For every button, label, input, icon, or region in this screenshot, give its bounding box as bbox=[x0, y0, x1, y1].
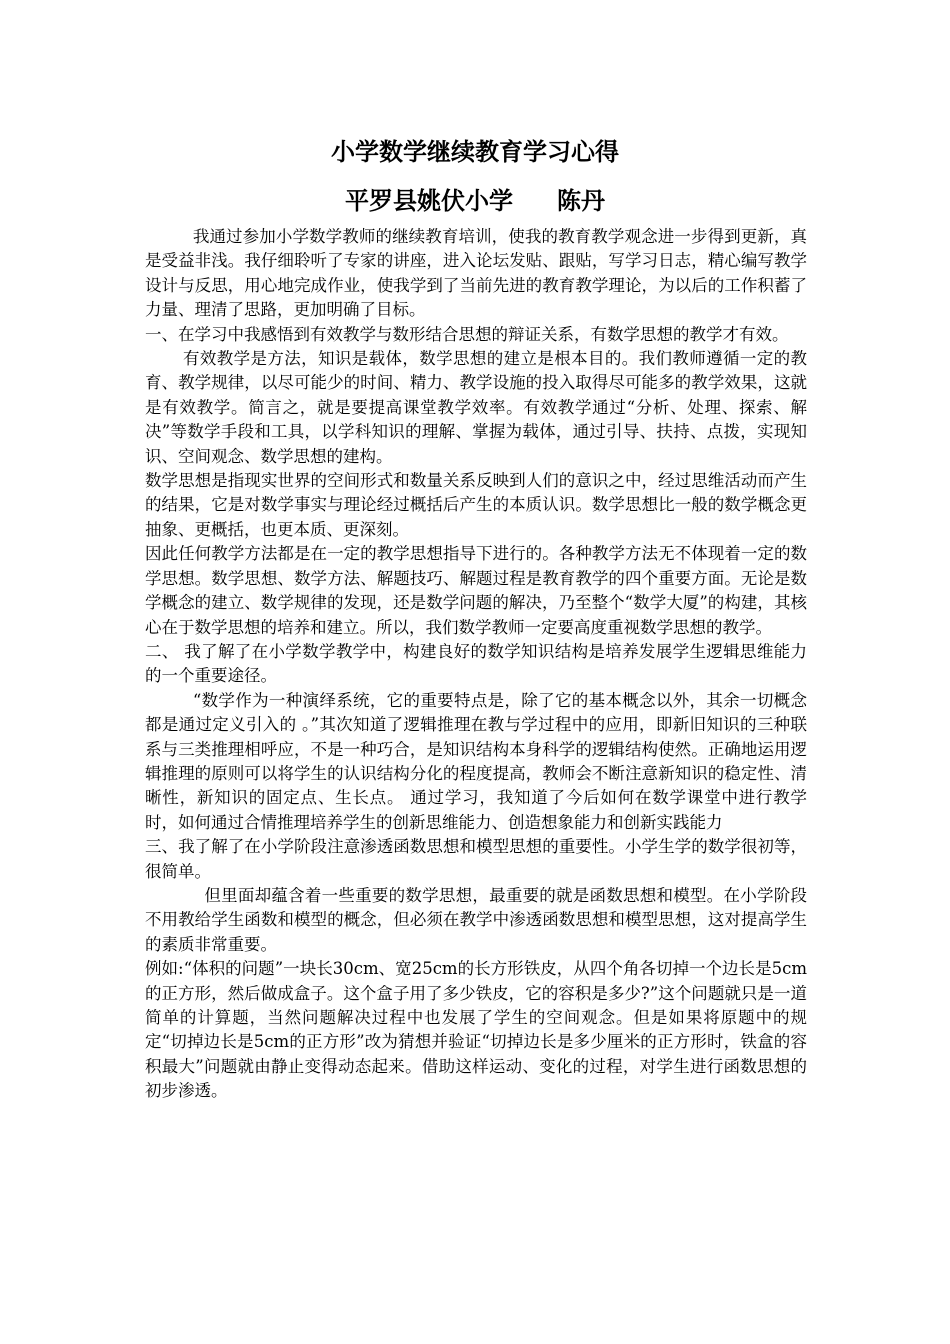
paragraph-intro: 我通过参加小学数学教师的继续教育培训，使我的教育教学观念进一步得到更新，真是受益非浅。我仔细聆听了专家的讲座，进入论坛发贴、跟贴，写学习日志，精心编写教学设计与反思，用心地完成作业，使我学到了当前先进的教育教学理论，为以后的工作积蓄了力量、理清了思路，更加明确了目标。 bbox=[145, 227, 807, 320]
author-school: 平罗县姚伏小学 bbox=[345, 187, 513, 215]
section-heading-1: 一、在学习中我感悟到有效教学与数形结合思想的辩证关系，有数学思想的教学才有效。 bbox=[145, 324, 789, 344]
paragraph-math-thinking: 数学思想是指现实世界的空间形式和数量关系反映到人们的意识之中，经过思维活动而产生的结果，它是对数学事实与理论经过概括后产生的本质认识。数学思想比一般的数学概念更抽象、更概括，也更本质、更深刻。 bbox=[145, 471, 807, 539]
paragraph-teaching-methods: 因此任何教学方法都是在一定的教学思想指导下进行的。各种教学方法无不体现着一定的数学思想。数学思想、数学方法、解题技巧、解题过程是教育教学的四个重要方面。无论是数学概念的建立、数学规律的发现，还是数学问题的解决，乃至整个“数学大厦”的构建，其核心在于数学思想的培养和建立。所以，我们数学教师一定要高度重视数学思想的教学。 bbox=[145, 544, 807, 637]
paragraph-example: 例如:“体积的问题”一块长30cm、宽25cm的长方形铁皮，从四个角各切掉一个边长是5cm的正方形，然后做成盒子。这个盒子用了多少铁皮，它的容积是多少?”这个问题就只是一道简单的计算题，当然问题解决过程中也发展了学生的空间观念。但是如果将原题中的规定“切掉边长是5cm的正方形”改为猜想并验证“切掉边长是多少厘米的正方形时，铁盒的容积最大”问题就由静止变得动态起来。借助这样运动、变化的过程，对学生进行函数思想的初步渗透。 bbox=[145, 959, 807, 1101]
paragraph-effective-teaching: 有效教学是方法，知识是载体，数学思想的建立是根本目的。我们教师遵循一定的教育、教学规律，以尽可能少的时间、精力、教学设施的投入取得尽可能多的教学效果，这就是有效教学。简言之，就是要提高课堂教学效率。有效教学通过“分析、处理、探索、解决”等数学手段和工具，以学科知识的理解、掌握为载体，通过引导、扶持、点拨，实现知识、空间观念、数学思想的建构。 bbox=[145, 349, 807, 466]
paragraph-function-model: 但里面却蕴含着一些重要的数学思想，最重要的就是函数思想和模型。在小学阶段不用教给学生函数和模型的概念，但必须在教学中渗透函数思想和模型思想，这对提高学生的素质非常重要。 bbox=[145, 885, 807, 954]
paragraph-knowledge-structure: “数学作为一种演绎系统，它的重要特点是，除了它的基本概念以外，其余一切概念都是通过定义引入的 。”其次知道了逻辑推理在教与学过程中的应用，即新旧知识的三种联系与三类推理相呼应，不是一种巧合，是知识结构本身科学的逻辑结构使然。正确地运用逻辑推理的原则可以将学生的认识结构分化的程度提高，教师会不断注意新知识的稳定性、清晰性，新知识的固定点、生长点。 通过学习，我知道了今后如何在数学课堂中进行教学时，如何通过合情推理培养学生的创新思维能力、创造想象能力和创新实践能力 bbox=[145, 690, 807, 832]
document-title: 小学数学继续教育学习心得 bbox=[331, 138, 619, 166]
section-heading-3: 三、我了解了在小学阶段注意渗透函数思想和模型思想的重要性。小学生学的数学很初等，很简单。 bbox=[145, 837, 807, 881]
author-line bbox=[0, 181, 950, 221]
author-name: 陈丹 bbox=[557, 187, 605, 215]
document-body bbox=[145, 225, 807, 1104]
section-heading-2: 二、 我了解了在小学数学教学中，构建良好的数学知识结构是培养发展学生逻辑思维能力的一个重要途径。 bbox=[145, 641, 807, 686]
